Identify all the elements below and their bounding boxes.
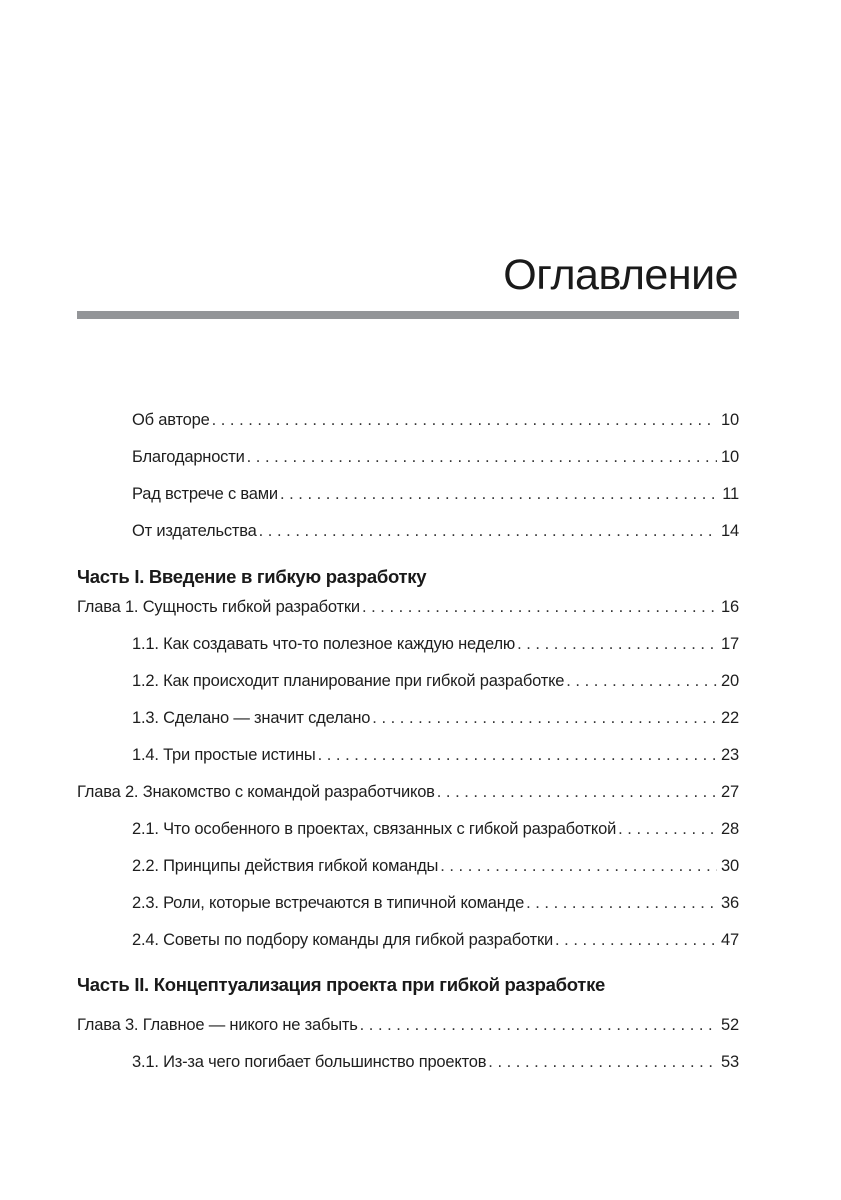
toc-entry-page: 11 <box>722 485 739 503</box>
toc-section-2-4[interactable] <box>132 931 739 950</box>
toc-entry-page: 53 <box>721 1053 739 1071</box>
toc-entry-label: Глава 2. Знакомство с командой разработчиков <box>77 783 435 801</box>
toc-entry-label: Благодарности <box>132 448 245 466</box>
part-heading-2[interactable]: Часть II. Концептуализация проекта при гибкой разработке <box>77 974 606 995</box>
dot-leader <box>618 820 717 839</box>
toc-entry-label: 2.1. Что особенного в проектах, связанных с гибкой разработкой <box>132 820 617 838</box>
dot-leader <box>247 448 717 467</box>
toc-entry-page: 22 <box>721 709 739 727</box>
dot-leader <box>488 1053 717 1072</box>
dot-leader <box>280 485 718 504</box>
dot-leader <box>360 1016 717 1035</box>
toc-entry-page: 16 <box>721 598 739 616</box>
toc-entry-page: 10 <box>721 448 739 466</box>
toc-entry-page: 17 <box>721 635 739 653</box>
toc-entry-page: 47 <box>721 931 739 949</box>
toc-entry-label: 2.2. Принципы действия гибкой команды <box>132 857 439 875</box>
toc-entry-label: 1.3. Сделано — значит сделано <box>132 709 371 727</box>
toc-entry-label: 3.1. Из-за чего погибает большинство проектов <box>132 1053 487 1071</box>
dot-leader <box>372 709 717 728</box>
toc-entry-page: 27 <box>721 783 739 801</box>
dot-leader <box>555 931 717 950</box>
toc-entry-page: 30 <box>721 857 739 875</box>
toc-entry-label: 2.4. Советы по подбору команды для гибкой разработки <box>132 931 554 949</box>
toc-entry-label: Глава 3. Главное — никого не забыть <box>77 1016 358 1034</box>
dot-leader <box>259 522 717 541</box>
toc-section-1-3[interactable] <box>132 709 739 728</box>
toc-entry-page: 20 <box>721 672 739 690</box>
toc-section-3-1[interactable] <box>132 1053 739 1072</box>
dot-leader <box>566 672 717 691</box>
toc-entry-label: От издательства <box>132 522 257 540</box>
toc-entry-label: 1.1. Как создавать что-то полезное каждую неделю <box>132 635 516 653</box>
toc-entry-acknowledgements[interactable] <box>132 448 739 467</box>
toc-entry-page: 10 <box>721 411 739 429</box>
dot-leader <box>212 411 717 430</box>
part-heading-1[interactable]: Часть I. Введение в гибкую разработку <box>77 566 427 587</box>
toc-chapter-2[interactable] <box>77 783 739 802</box>
dot-leader <box>526 894 717 913</box>
toc-entry-page: 14 <box>721 522 739 540</box>
toc-entry-label: 1.2. Как происходит планирование при гибкой разработке <box>132 672 565 690</box>
toc-section-2-1[interactable] <box>132 820 739 839</box>
dot-leader <box>437 783 717 802</box>
toc-entry-page: 52 <box>721 1016 739 1034</box>
dot-leader <box>440 857 717 876</box>
toc-section-1-1[interactable] <box>132 635 739 654</box>
toc-entry-welcome[interactable] <box>132 485 739 504</box>
toc-entry-page: 23 <box>721 746 739 764</box>
toc-entry-label: Глава 1. Сущность гибкой разработки <box>77 598 360 616</box>
toc-entry-label: 2.3. Роли, которые встречаются в типичной команде <box>132 894 525 912</box>
dot-leader <box>362 598 717 617</box>
toc-section-2-2[interactable] <box>132 857 739 876</box>
dot-leader <box>318 746 717 765</box>
toc-section-2-3[interactable] <box>132 894 739 913</box>
toc-chapter-1[interactable] <box>77 598 739 617</box>
toc-section-1-4[interactable] <box>132 746 739 765</box>
toc-entry-label: Рад встрече с вами <box>132 485 278 503</box>
toc-chapter-3[interactable] <box>77 1016 739 1035</box>
toc-entry-page: 36 <box>721 894 739 912</box>
dot-leader <box>517 635 717 654</box>
toc-entry-about-author[interactable] <box>132 411 739 430</box>
toc-entry-label: 1.4. Три простые истины <box>132 746 316 764</box>
page-title: Оглавление <box>503 251 738 299</box>
title-rule <box>77 311 739 319</box>
toc-entry-page: 28 <box>721 820 739 838</box>
toc-entry-label: Об авторе <box>132 411 210 429</box>
toc-entry-from-publisher[interactable] <box>132 522 739 541</box>
toc-section-1-2[interactable] <box>132 672 739 691</box>
